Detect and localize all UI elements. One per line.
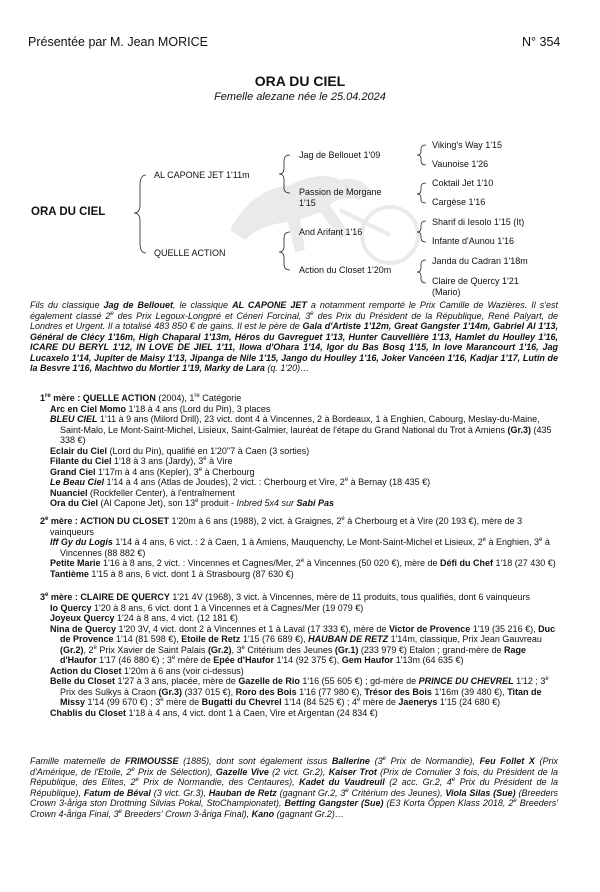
pedigree-dam-dam: Action du Closet 1'20m bbox=[299, 265, 392, 275]
pedigree-sire-sire: Jag de Bellouet 1'09 bbox=[299, 150, 381, 160]
pedigree-dam-sire: And Arifant 1'16 bbox=[299, 227, 363, 237]
pedigree-sire-dam: Passion de Morgane bbox=[299, 187, 382, 197]
second-dam-section: 2e mère : ACTION DU CLOSET 1'20m à 6 ans (1988), 2 vict. à Graignes, 2e à Cherbourg et à Vire (20 193 €), mère de 3 vainqueurs Iff Gy du Logis 1'14 à 4 ans, 6 vict. : 2 à Caen, 1 à Amiens, Mauquenchy, Le Mont-Saint-Michel et Lisieux, 2e à Enghien, 3e à Vincennes (88 882 €) Petite Marie 1'16 à 8 ans, 2 vict. : Vincennes et Cagnes/Mer, 2e à Vincennes (50 020 €), mère de Défi du Chef 1'18 (27 430 €) Tantième 1'15 à 8 ans, 6 vict. dont 1 à Strasbourg (87 630 €) bbox=[30, 516, 562, 579]
list-item: Grand Ciel 1'17m à 4 ans (Kepler), 3e à Cherbourg bbox=[50, 466, 255, 477]
list-item: Joyeux Quercy 1'24 à 8 ans, 4 vict. (12 181 €) bbox=[50, 613, 238, 623]
list-item: Chablis du Closet 1'18 à 4 ans, 4 vict. dont 1 à Caen, Vire et Argentan (24 834 €) bbox=[50, 707, 378, 718]
pedigree-dam: QUELLE ACTION bbox=[154, 248, 226, 258]
list-item: Belle du Closet 1'27 à 3 ans, placée, mère de Gazelle de Rio 1'16 (55 605 €) ; gd-mère de PRINCE DU CHEVREL 1'12 ; 3e Prix des Sulkys à Craon (Gr.3) (337 015 €), Roro des Bois 1'16 (77 980 €), Trésor des Bois 1'16m (39 480 €), Titan de Missy 1'14 (99 670 €) ; 3e mère de Bugatti du Chevrel 1'14 (84 525 €) ; 4e mère de Jaenerys 1'15 (24 680 €) bbox=[50, 676, 549, 707]
presenter-label: Présentée par M. Jean MORICE bbox=[28, 35, 208, 49]
pedigree-subject: ORA DU CIEL bbox=[31, 206, 106, 218]
list-item: Tantième 1'15 à 8 ans, 6 vict. dont 1 à Strasbourg (87 630 €) bbox=[50, 568, 294, 579]
lot-number: N° 354 bbox=[522, 35, 561, 49]
list-item: Iff Gy du Logis 1'14 à 4 ans, 6 vict. : 2 à Caen, 1 à Amiens, Mauquenchy, Le Mont-Saint-Michel et Lisieux, 2e à Enghien, 3e à Vincennes (88 882 €) bbox=[50, 537, 550, 558]
pedigree-g3: Coktail Jet 1'10 bbox=[432, 178, 494, 188]
pedigree-g5: Sharif di Iesolo 1'15 (It) bbox=[432, 217, 525, 227]
list-item: Io Quercy 1'20 à 8 ans, 6 vict. dont 1 à Vincennes et à Cagnes/Mer (19 079 €) bbox=[50, 602, 364, 613]
list-item: Arc en Ciel Momo 1'18 à 4 ans (Lord du Pin), 3 places bbox=[50, 403, 271, 414]
first-dam-section: 1re mère : QUELLE ACTION (2004), 1re Catégorie Arc en Ciel Momo 1'18 à 4 ans (Lord du Pin), 3 places BLEU CIEL 1'11 à 9 ans (Milord Drill), 23 vict. dont 4 à Vincennes, 2 à Bordeaux, 1 à Enghien, Cabourg, Meslay-du-Maine, Saint-Malo, Le Mont-Saint-Michel, Lisieux, Saint-Galmier, lauréat de l'étape du Grand National du Trot à Amiens (Gr.3) (435 338 €) Eclair du Ciel (Lord du Pin), qualifié en 1'20''7 à Caen (3 sorties) Filante du Ciel 1'18 à 3 ans (Jardy), 3e à Vire Grand Ciel 1'17m à 4 ans (Kepler), 3e à Cherbourg Le Beau Ciel 1'14 à 4 ans (Atlas de Joudes), 2 vict. : Cherbourg et Vire, 2e à Bernay (18 435 €) Nuanciel (Rockfeller Center), à l'entraînement Ora du Ciel (Al Capone Jet), son 13e produit - Inbred 5x4 sur Sabi Pas bbox=[30, 393, 562, 509]
pedigree-g8-note: (Mario) bbox=[432, 287, 461, 297]
sire-description: Fils du classique Jag de Bellouet, le classique AL CAPONE JET a notamment remporté le Prix Camille de Wazières. Il s'est également classé 2e des Prix Legoux-Longpré et Céneri Forcinal, 3e des Prix du Président de la République, René Palyart, de Londres et Urgent. Il a totalisé 483 850 € de gains. Il est le père de Gala d'Artiste 1'12m, Great Gangster 1'14m, Gabriel Al 1'13, Général de Clécy 1'16m, High Chaparal 1'13m, Héros du Gavreguet 1'13, Hunter Cauvellière 1'13, Hamlet du Houlley 1'16, ICARE DU BERYL 1'12, IN LOVE DE JIEL 1'11, Ilowa d'Ohara 1'14, Igor du Bas Bosq 1'15, In love Marancourt 1'16, Jag Lucaxelo 1'14, Jupiter de Maisy 1'13, Jipanga de Nile 1'15, Jango du Houlley 1'16, Joker Vancéen 1'16, Kadjar 1'17, Lutin de la Besvre 1'16, Machtwo du Mortier 1'19, Marky de Lara (q. 1'20)… bbox=[30, 300, 559, 373]
pedigree-sire: AL CAPONE JET 1'11m bbox=[154, 170, 250, 180]
pedigree-g7: Janda du Cadran 1'18m bbox=[432, 256, 528, 266]
list-item: Ora du Ciel (Al Capone Jet), son 13e produit - Inbred 5x4 sur Sabi Pas bbox=[50, 498, 335, 508]
pedigree-g2: Vaunoise 1'26 bbox=[432, 159, 489, 169]
maternal-family-paragraph: Famille maternelle de FRIMOUSSE (1885), dont sont également issus Ballerine (3e Prix de Normandie), Feu Follet X (Prix d'Amérique, de l'Etoile, 2e Prix de Sélection), Gazelle Vive (2 vict. Gr.2), Kaiser Trot (Prix de Cornulier 3 fois, du Président de la République, des Elites, 2e Prix de Normandie, des Centaures), Kadet du Vaudreuil (2 acc. Gr.2, 4e Prix du Président de la République), Fatum de Béval (3 vict. Gr.3), Hauban de Retz (gagnant Gr.2, 3e Critérium des Jeunes), Viola Silas (Sue) (Breeders Crown 3-åriga ston Drottning Silvias Pokal, StoChampionatet), Betting Gangster (Sue) (E3 Korta Öppen Klass 2018, 2e Breeders' Crown 4-åriga Final, 3e Breeders' Crown 3-åriga Final), Kano (gagnant Gr.2)… bbox=[30, 756, 558, 819]
horse-description: Femelle alezane née le 25.04.2024 bbox=[214, 91, 386, 103]
list-item: Petite Marie 1'16 à 8 ans, 2 vict. : Vincennes et Cagnes/Mer, 2e à Vincennes (50 020 €), mère de Défi du Chef 1'18 (27 430 €) bbox=[50, 558, 556, 568]
pedigree-g8: Claire de Quercy 1'21 bbox=[432, 276, 519, 286]
pedigree-sire-dam-time: 1'15 bbox=[299, 198, 316, 208]
list-item: Le Beau Ciel 1'14 à 4 ans (Atlas de Joudes), 2 vict. : Cherbourg et Vire, 2e à Bernay (18 435 €) bbox=[50, 477, 431, 487]
list-item: Filante du Ciel 1'18 à 3 ans (Jardy), 3e à Vire bbox=[50, 456, 233, 466]
pedigree-g1: Viking's Way 1'15 bbox=[432, 140, 502, 150]
third-dam-section: 3e mère : CLAIRE DE QUERCY 1'21 4V (1968), 3 vict. à Vincennes, mère de 11 produits, tous qualifiés, dont 6 vainqueurs Io Quercy 1'20 à 8 ans, 6 vict. dont 1 à Vincennes et à Cagnes/Mer (19 079 €) Joyeux Quercy 1'24 à 8 ans, 4 vict. (12 181 €) Nina de Quercy 1'20 3V, 4 vict. dont 2 à Vincennes et 1 à Laval (17 333 €), mère de Victor de Provence 1'19 (35 216 €), Duc de Provence 1'14 (81 598 €), Etoile de Retz 1'15 (76 689 €), HAUBAN DE RETZ 1'14m, classique, Prix Jean Gauvreau (Gr.2), 2e Prix Xavier de Saint Palais (Gr.2), 3e Critérium des Jeunes (Gr.1) (233 979 €) Etalon ; grand-mère de Rage d'Haufor 1'17 (46 880 €) ; 3e mère de Epée d'Haufor 1'14 (92 375 €), Gem Haufor 1'13m (64 635 €) Action du Closet 1'20m à 6 ans (voir ci-dessus) Belle du Closet 1'27 à 3 ans, placée, mère de Gazelle de Rio 1'16 (55 605 €) ; gd-mère de PRINCE DU CHEVREL 1'12 ; 3e Prix des Sulkys à Craon (Gr.3) (337 015 €), Roro des Bois 1'16 (77 980 €), Trésor des Bois 1'16m (39 480 €), Titan de Missy 1'14 (99 670 €) ; 3e mère de Bugatti du Chevrel 1'14 (84 525 €) ; 4e mère de Jaenerys 1'15 (24 680 €) Chablis du Closet 1'18 à 4 ans, 4 vict. dont 1 à Caen, Vire et Argentan (24 834 €) bbox=[30, 592, 562, 718]
horse-name-title: ORA DU CIEL bbox=[254, 73, 346, 89]
list-item: Nuanciel (Rockfeller Center), à l'entraînement bbox=[50, 487, 235, 498]
list-item: Nina de Quercy 1'20 3V, 4 vict. dont 2 à Vincennes et 1 à Laval (17 333 €), mère de Victor de Provence 1'19 (35 216 €), Duc de Provence 1'14 (81 598 €), Etoile de Retz 1'15 (76 689 €), HAUBAN DE RETZ 1'14m, classique, Prix Jean Gauvreau (Gr.2), 2e Prix Xavier de Saint Palais (Gr.2), 3e Critérium des Jeunes (Gr.1) (233 979 €) Etalon ; grand-mère de Rage d'Haufor 1'17 (46 880 €) ; 3e mère de Epée d'Haufor 1'14 (92 375 €), Gem Haufor 1'13m (64 635 €) bbox=[50, 623, 556, 665]
list-item: Action du Closet 1'20m à 6 ans (voir ci-dessus) bbox=[50, 665, 244, 676]
pedigree-g6: Infante d'Aunou 1'16 bbox=[432, 236, 515, 246]
pedigree-g4: Cargèse 1'16 bbox=[432, 197, 486, 207]
list-item: Eclair du Ciel (Lord du Pin), qualifié en 1'20''7 à Caen (3 sorties) bbox=[50, 445, 310, 456]
list-item: BLEU CIEL 1'11 à 9 ans (Milord Drill), 23 vict. dont 4 à Vincennes, 2 à Bordeaux, 1 à Enghien, Cabourg, Meslay-du-Maine, Saint-Malo, Le Mont-Saint-Michel, Lisieux, Saint-Galmier, lauréat de l'étape du Grand National du Trot à Amiens (Gr.3) (435 338 €) bbox=[50, 414, 552, 445]
